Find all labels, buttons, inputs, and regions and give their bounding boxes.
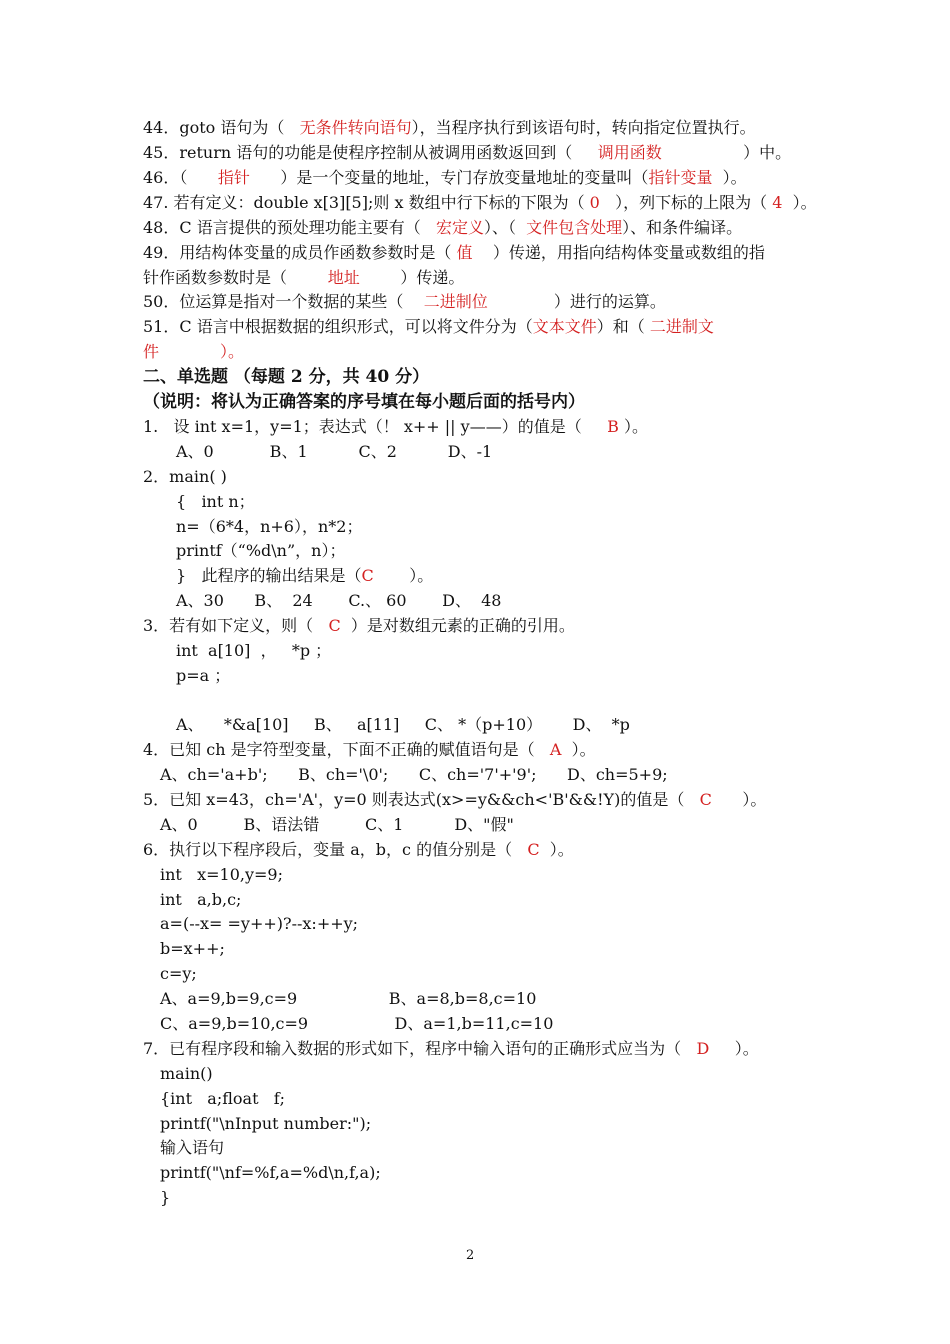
line-text: ）传递，用指向结构体变量或数组的指 [472, 243, 765, 262]
line-text: printf("\nInput number:"); [160, 1114, 372, 1133]
answer-text: A [549, 740, 562, 759]
line-text: 二、单选题 （每题 2 分，共 40 分） [143, 367, 430, 387]
line-text: c=y; [160, 964, 197, 983]
line-text: A、0 B、1 C、2 D、-1 [176, 442, 493, 461]
question-7-code [160, 1114, 371, 1134]
fill-blank-44 [143, 118, 756, 138]
line-text: ）。 [711, 790, 767, 809]
question-6-code [160, 890, 241, 910]
line-text: } 此程序的输出结果是（ [176, 566, 362, 585]
line-text: ）、和条件编译。 [622, 218, 743, 237]
fill-blank-48 [143, 218, 742, 238]
line-text: A、ch='a+b'; B、ch='\0'; C、ch='7'+'9'; D、ch=5+9; [160, 765, 668, 784]
fill-blank-45 [143, 143, 791, 163]
question-2-code [176, 517, 362, 537]
line-text: 50．位运算是指对一个数据的某些（ [143, 292, 424, 311]
fill-blank-46 [143, 168, 747, 188]
fill-blank-51 [143, 317, 714, 337]
line-text: 输入语句 [160, 1138, 225, 1157]
line-text: ）。 [539, 840, 574, 859]
question-6-code [160, 914, 358, 934]
line-text: 7．已有程序段和输入数据的形式如下，程序中输入语句的正确形式应当为（ [143, 1039, 697, 1058]
question-4 [143, 740, 596, 760]
line-text: 49．用结构体变量的成员作函数参数时是（ [143, 243, 457, 262]
line-text: ）是对数组元素的正确的引用。 [340, 616, 575, 635]
answer-text: ）。 [159, 342, 245, 361]
question-6-code [160, 964, 197, 984]
fill-blank-49-cont [143, 268, 464, 288]
answer-text: 二进制文 [649, 317, 714, 336]
question-7-code [160, 1163, 381, 1183]
line-text: 45．return 语句的功能是使程序控制从被调用函数返回到（ [143, 143, 598, 162]
answer-text: 宏定义 [435, 218, 484, 237]
line-text: ）中。 [661, 143, 792, 162]
line-text: ）进行的运算。 [487, 292, 666, 311]
question-7-code [160, 1089, 285, 1109]
line-text: 47. 若有定义：double x[3][5];则 x 数组中行下标的下限为（ [143, 193, 590, 212]
line-text: int a[10] ， *p ； [176, 641, 332, 660]
question-5 [143, 790, 766, 810]
fill-blank-50 [143, 292, 666, 312]
question-7-code [160, 1188, 170, 1208]
question-5-options [160, 815, 514, 835]
answer-text: 二进制位 [423, 292, 488, 311]
line-text: printf("\nf=%f,a=%d\n,f,a); [160, 1163, 381, 1182]
answer-text: 文本文件 [532, 317, 597, 336]
page-number: 2 [466, 1248, 475, 1263]
question-3-code [176, 641, 331, 661]
answer-text: 件 [143, 342, 160, 361]
line-text: A、 *&a[10] B、 a[11] C、 *（p+10） D、 *p [176, 715, 630, 734]
question-6-options [160, 989, 536, 1009]
answer-text: 指针 [217, 168, 250, 187]
line-text: ）。 [373, 566, 434, 585]
line-text: 4．已知 ch 是字符型变量，下面不正确的赋值语句是（ [143, 740, 550, 759]
line-text: ）是一个变量的地址，专门存放变量地址的变量叫（ [249, 168, 649, 187]
line-text: （说明：将认为正确答案的序号填在每小题后面的括号内） [143, 392, 585, 412]
question-6-code [160, 865, 283, 885]
section-instructions [143, 392, 585, 412]
line-text: ）。 [561, 740, 596, 759]
answer-text: 无条件转向语句 [299, 118, 412, 137]
line-text: main() [160, 1064, 213, 1083]
answer-text: C [361, 566, 374, 585]
line-text: b=x++; [160, 939, 225, 958]
question-2-code [176, 541, 345, 561]
line-text: 3．若有如下定义，则（ [143, 616, 329, 635]
fill-blank-51-cont [143, 342, 244, 362]
line-text: { int n； [176, 492, 255, 511]
question-7 [143, 1039, 759, 1059]
question-1-options [176, 442, 492, 462]
line-text: n=（6*4，n+6），n*2； [176, 517, 363, 536]
question-6 [143, 840, 574, 860]
answer-text: C [527, 840, 540, 859]
line-text: A、a=9,b=9,c=9 B、a=8,b=8,c=10 [160, 989, 537, 1008]
line-text: A、30 B、 24 C.、 60 D、 48 [176, 591, 502, 610]
answer-text: 指针变量 [648, 168, 713, 187]
question-2-code [176, 492, 255, 512]
answer-text: 调用函数 [597, 143, 662, 162]
line-text: 44．goto 语句为（ [143, 118, 300, 137]
question-6-code [160, 939, 225, 959]
line-text: ），当程序执行到该语句时，转向指定位置执行。 [411, 118, 756, 137]
answer-text: D [696, 1039, 710, 1058]
line-text: ）和（ [596, 317, 650, 336]
answer-text: C [699, 790, 712, 809]
fill-blank-47 [143, 193, 817, 213]
question-3 [143, 616, 575, 636]
line-text: ）。 [712, 168, 747, 187]
line-text: 46．（ [143, 168, 218, 187]
answer-text: C [328, 616, 341, 635]
line-text: p=a ； [176, 666, 231, 685]
line-text: ）。 [618, 417, 648, 436]
line-text: 5．已知 x=43，ch='A'，y=0 则表达式(x>=y&&ch<'B'&&!Y)的值是（ [143, 790, 700, 809]
line-text: 6．执行以下程序段后，变量 a，b，c 的值分别是（ [143, 840, 528, 859]
line-text: 针作函数参数时是（ [143, 268, 328, 287]
answer-text: 地址 [327, 268, 360, 287]
question-4-options [160, 765, 668, 785]
line-text: ），列下标的上限为（ [599, 193, 773, 212]
section-heading [143, 367, 429, 387]
question-1 [143, 417, 648, 437]
answer-text: 值 [456, 243, 473, 262]
question-3-options [176, 715, 630, 735]
line-text: int a,b,c; [160, 890, 242, 909]
line-text: A、0 B、语法错 C、1 D、"假" [160, 815, 514, 834]
line-text: ）传递。 [359, 268, 465, 287]
line-text: ）。 [782, 193, 817, 212]
line-text: {int a;float f; [160, 1089, 286, 1108]
answer-text: B [607, 417, 619, 436]
question-7-code [160, 1138, 224, 1158]
line-text: ）、（ [483, 218, 527, 237]
question-2-options [176, 591, 502, 611]
question-2 [143, 467, 227, 487]
question-7-code [160, 1064, 213, 1084]
question-2-prompt [176, 566, 433, 586]
fill-blank-49 [143, 243, 765, 263]
answer-text: 4 [772, 193, 783, 212]
line-text: printf（“%d\n”，n）； [176, 541, 346, 560]
question-6-options [160, 1014, 553, 1034]
line-text: int x=10,y=9; [160, 865, 283, 884]
line-text: ）。 [709, 1039, 759, 1058]
line-text: } [160, 1188, 171, 1207]
answer-text: 文件包含处理 [526, 218, 623, 237]
line-text: C、a=9,b=10,c=9 D、a=1,b=11,c=10 [160, 1014, 554, 1033]
answer-text: 0 [589, 193, 600, 212]
line-text: 2．main( ) [143, 467, 227, 486]
question-3-code [176, 666, 230, 686]
line-text: 48．C 语言提供的预处理功能主要有（ [143, 218, 436, 237]
line-text: 1. 设 int x=1，y=1；表达式（！ x++ || y——）的值是（ [143, 417, 608, 436]
line-text: a=(--x= =y++)?--x:++y; [160, 914, 359, 933]
line-text: 51．C 语言中根据数据的组织形式，可以将文件分为（ [143, 317, 533, 336]
